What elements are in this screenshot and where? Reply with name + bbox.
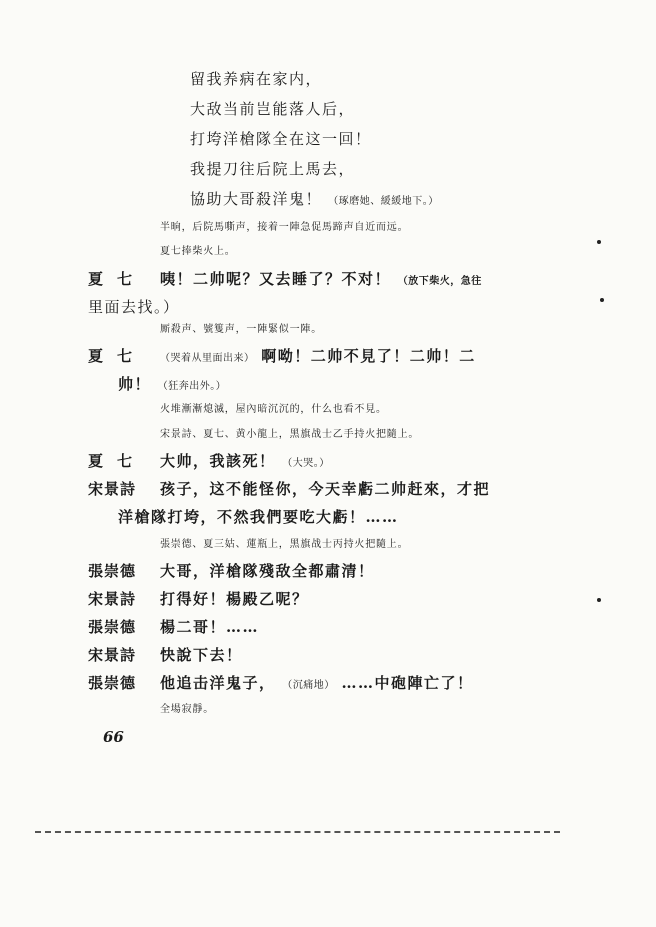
dialogue-9 [160,672,474,693]
dialogue-1-text: 咦！二帅呢？又去睡了？不对！ [160,270,392,288]
stage-direction-1: 半晌，后院馬嘶声，接着一陣急促馬蹄声自近而远。 [160,222,409,233]
page-number: 66 [103,728,124,746]
speaker-4: 宋景詩 [88,480,137,498]
stage-direction-3: 厮殺声、號篗声，一陣緊似一陣。 [160,324,322,335]
stage-direction-4: 火堆漸漸熄滅，屋內暗沉沉的，什么也看不見。 [160,404,387,415]
verse-stage-direction: （琢磨她、緩緩地下。） [328,196,439,207]
speaker-9: 張崇德 [88,674,137,692]
bottom-scan-rule [35,831,560,833]
dialogue-9-text-b: ……中砲陣亡了！ [341,674,474,692]
verse-line-3: 打垮洋槍隊全在这一回！ [190,130,372,148]
dialogue-5-text: 大哥，洋槍隊殘敌全都肅清！ [160,562,375,580]
dialogue-2 [160,345,476,366]
dialogue-1-direction: （放下柴火，急往 [397,276,482,287]
speaker-6: 宋景詩 [88,590,137,608]
verse-line-5-text: 協助大哥殺洋鬼！ [190,190,323,208]
dialogue-1-direction-cont: 里面去找。） [88,298,180,316]
dialogue-2-text: 啊呦！二帅不見了！二帅！二 [261,347,476,365]
dialogue-6-text: 打得好！楊殿乙呢？ [160,590,309,608]
scan-speck-1 [597,240,601,244]
dialogue-4-text-cont: 洋槍隊打垮，不然我們要吃大虧！…… [118,508,399,526]
dialogue-3 [160,450,330,471]
stage-direction-2: 夏七捧柴火上。 [160,246,236,257]
scan-speck-3 [597,598,601,602]
scan-speck-2 [600,298,604,302]
stage-direction-5: 宋景詩、夏七、黄小龍上，黑旗战士乙手持火把隨上。 [160,429,420,440]
speaker-1: 夏七 [88,270,147,288]
dialogue-8-text: 快說下去！ [160,646,243,664]
dialogue-2-direction: （哭着从里面出来） [160,353,255,364]
dialogue-4-text: 孩子，这不能怪你，今天幸虧二帅赶來，才把 [160,480,491,498]
dialogue-3-text: 大帅，我該死！ [160,452,276,470]
dialogue-2-cont [118,373,226,394]
dialogue-7-text: 楊二哥！…… [160,618,260,636]
dialogue-9-direction: （沉痛地） [282,680,335,691]
dialogue-2-text-cont: 帅！ [118,375,152,393]
speaker-8: 宋景詩 [88,646,137,664]
dialogue-2-direction-cont: （狂奔出外。） [157,381,227,392]
verse-line-2: 大敌当前岂能落人后， [190,100,356,118]
stage-direction-6: 張崇德、夏三姑、蓮瓶上，黑旗战士丙持火把隨上。 [160,539,409,550]
dialogue-9-text-a: 他追击洋鬼子， [160,674,276,692]
dialogue-3-direction: （大哭。） [282,458,330,469]
stage-direction-7: 全場寂靜。 [160,704,214,715]
verse-line-5 [190,188,439,209]
verse-line-4: 我提刀往后院上馬去， [190,160,356,178]
speaker-7: 張崇德 [88,618,137,636]
speaker-5: 張崇德 [88,562,137,580]
verse-line-1: 留我养病在家内， [190,70,323,88]
dialogue-1 [160,268,482,289]
speaker-3: 夏七 [88,452,147,470]
speaker-2: 夏七 [88,347,147,365]
